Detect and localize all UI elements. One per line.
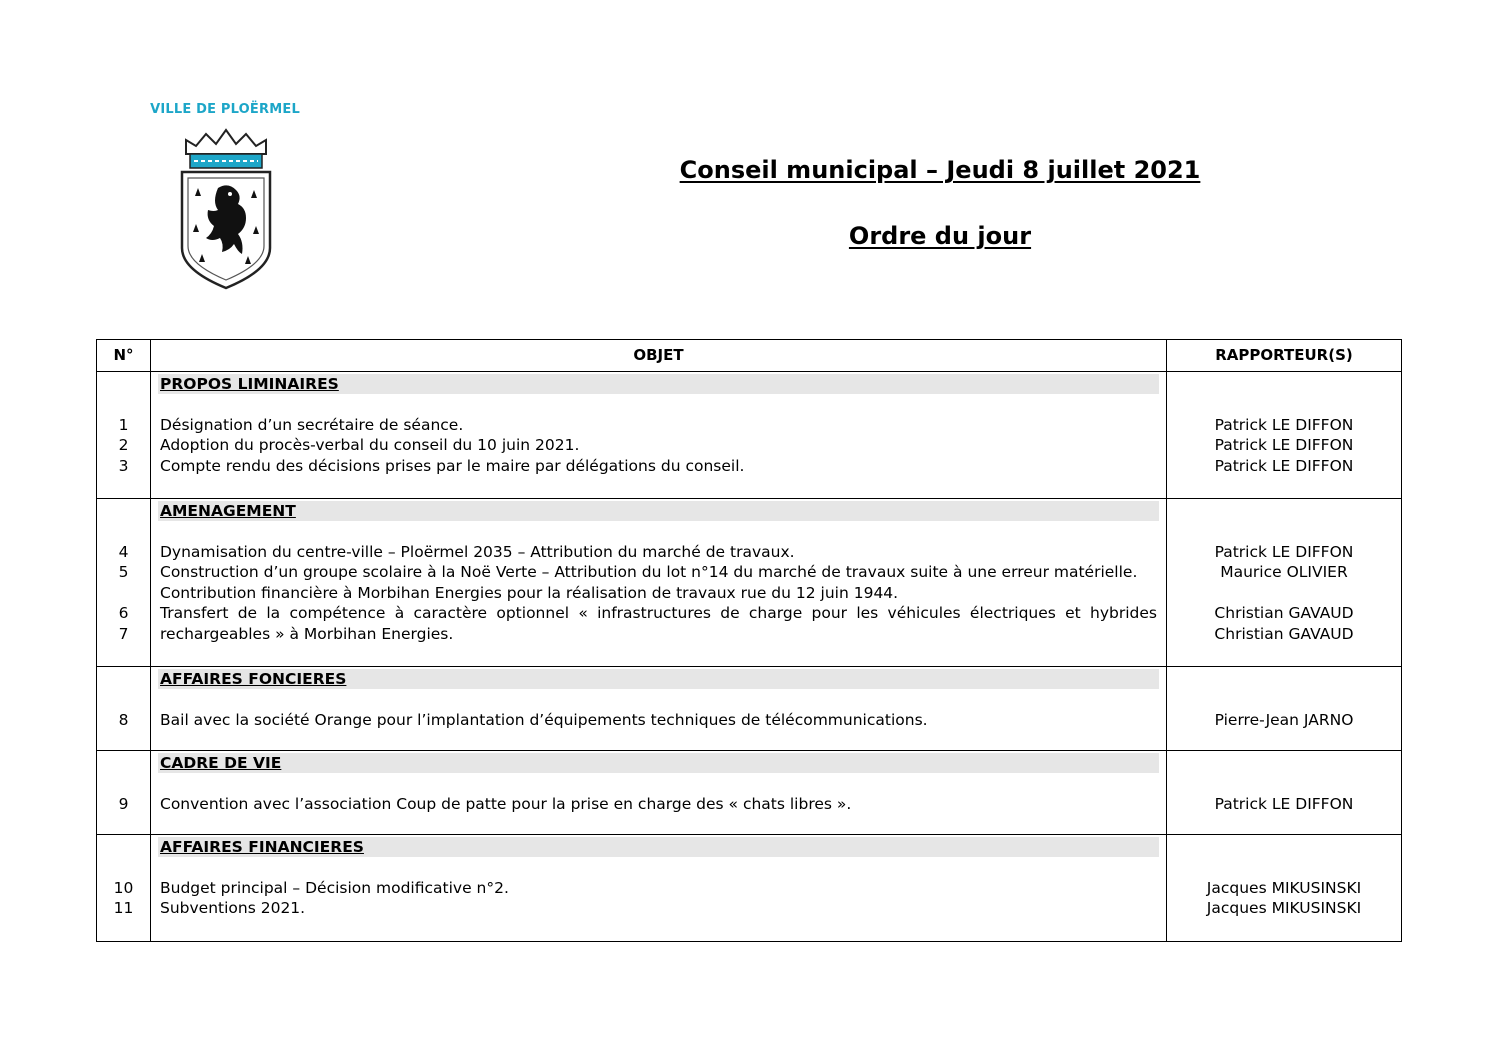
item-objet: Compte rendu des décisions prises par le maire par délégations du conseil. — [160, 456, 745, 475]
page-subtitle: Ordre du jour — [848, 222, 1032, 250]
table-row — [97, 499, 1402, 667]
rapporteur-cell — [1167, 835, 1402, 942]
section-heading: AMENAGEMENT — [158, 501, 1159, 521]
item-num: 10 — [113, 878, 134, 897]
item-rapporteur: Christian GAVAUD — [1214, 604, 1354, 622]
rapporteur-cell — [1167, 499, 1402, 667]
rapporteur-cell — [1167, 667, 1402, 751]
page-title: Conseil municipal – Jeudi 8 juillet 2021 — [679, 156, 1201, 184]
item-rapporteur: Jacques MIKUSINSKI — [1206, 878, 1362, 897]
item-num: 1 — [118, 415, 129, 434]
rapporteur-cell — [1167, 372, 1402, 499]
table-row — [97, 751, 1402, 835]
city-logo — [150, 102, 300, 292]
objet-cell — [151, 499, 1167, 667]
item-objet: Contribution financière à Morbihan Energies pour la réalisation de travaux rue du 12 juin 1944. — [160, 583, 899, 602]
item-rapporteur: Christian GAVAUD — [1214, 624, 1354, 643]
item-num: 2 — [118, 436, 129, 454]
item-num: 7 — [118, 624, 129, 643]
item-rapporteur: Pierre-Jean JARNO — [1214, 710, 1354, 729]
table-row — [97, 667, 1402, 751]
item-rapporteur: Jacques MIKUSINSKI — [1206, 899, 1362, 917]
objet-cell — [151, 667, 1167, 751]
item-rapporteur: Patrick LE DIFFON — [1214, 542, 1354, 561]
logo-text: VILLE DE PLOËRMEL — [150, 102, 300, 117]
table-header-row — [97, 340, 1402, 372]
item-num: 4 — [118, 542, 129, 561]
objet-cell — [151, 751, 1167, 835]
item-objet: Désignation d’un secrétaire de séance. — [160, 415, 464, 434]
table-row — [97, 835, 1402, 942]
item-rapporteur: Patrick LE DIFFON — [1214, 415, 1354, 434]
header-rapporteur: RAPPORTEUR(S) — [1167, 340, 1402, 372]
agenda-table — [96, 339, 1402, 942]
num-cell — [97, 667, 151, 751]
section-heading: AFFAIRES FONCIERES — [158, 669, 1159, 689]
item-objet: Budget principal – Décision modificative n°2. — [160, 878, 509, 897]
coat-of-arms-icon — [178, 124, 274, 290]
item-num: 9 — [118, 794, 129, 813]
item-objet: Convention avec l’association Coup de patte pour la prise en charge des « chats libres ». — [160, 794, 852, 813]
table-row — [97, 372, 1402, 499]
header-num: N° — [97, 340, 151, 372]
item-rapporteur: Patrick LE DIFFON — [1214, 456, 1354, 475]
item-num: 5 — [118, 563, 129, 581]
item-num: 6 — [118, 604, 129, 622]
item-rapporteur: Patrick LE DIFFON — [1214, 436, 1354, 454]
section-heading: PROPOS LIMINAIRES — [158, 374, 1159, 394]
item-objet: Adoption du procès-verbal du conseil du 10 juin 2021. — [160, 436, 580, 454]
item-num: 8 — [118, 710, 129, 729]
section-heading: CADRE DE VIE — [158, 753, 1159, 773]
item-rapporteur: Maurice OLIVIER — [1220, 563, 1348, 581]
item-objet: Construction d’un groupe scolaire à la Noë Verte – Attribution du lot n°14 du marché de travaux suite à une erreur matérielle. — [160, 563, 1138, 581]
item-num: 3 — [118, 456, 129, 475]
num-cell — [97, 372, 151, 499]
rapporteur-cell — [1167, 751, 1402, 835]
objet-cell — [151, 835, 1167, 942]
section-heading: AFFAIRES FINANCIERES — [158, 837, 1159, 857]
header-objet: OBJET — [151, 340, 1167, 372]
item-objet: Subventions 2021. — [160, 899, 306, 917]
item-objet: Dynamisation du centre-ville – Ploërmel 2035 – Attribution du marché de travaux. — [160, 542, 795, 561]
item-rapporteur: Patrick LE DIFFON — [1214, 794, 1354, 813]
num-cell — [97, 499, 151, 667]
objet-cell — [151, 372, 1167, 499]
item-objet: Transfert de la compétence à caractère optionnel « infrastructures de charge pour les véhicules électriques et hybrides rechargeables » à Morbihan Energies. — [160, 604, 1157, 643]
item-num: 11 — [113, 899, 134, 917]
item-objet: Bail avec la société Orange pour l’implantation d’équipements techniques de télécommunications. — [160, 710, 928, 729]
num-cell — [97, 751, 151, 835]
num-cell — [97, 835, 151, 942]
